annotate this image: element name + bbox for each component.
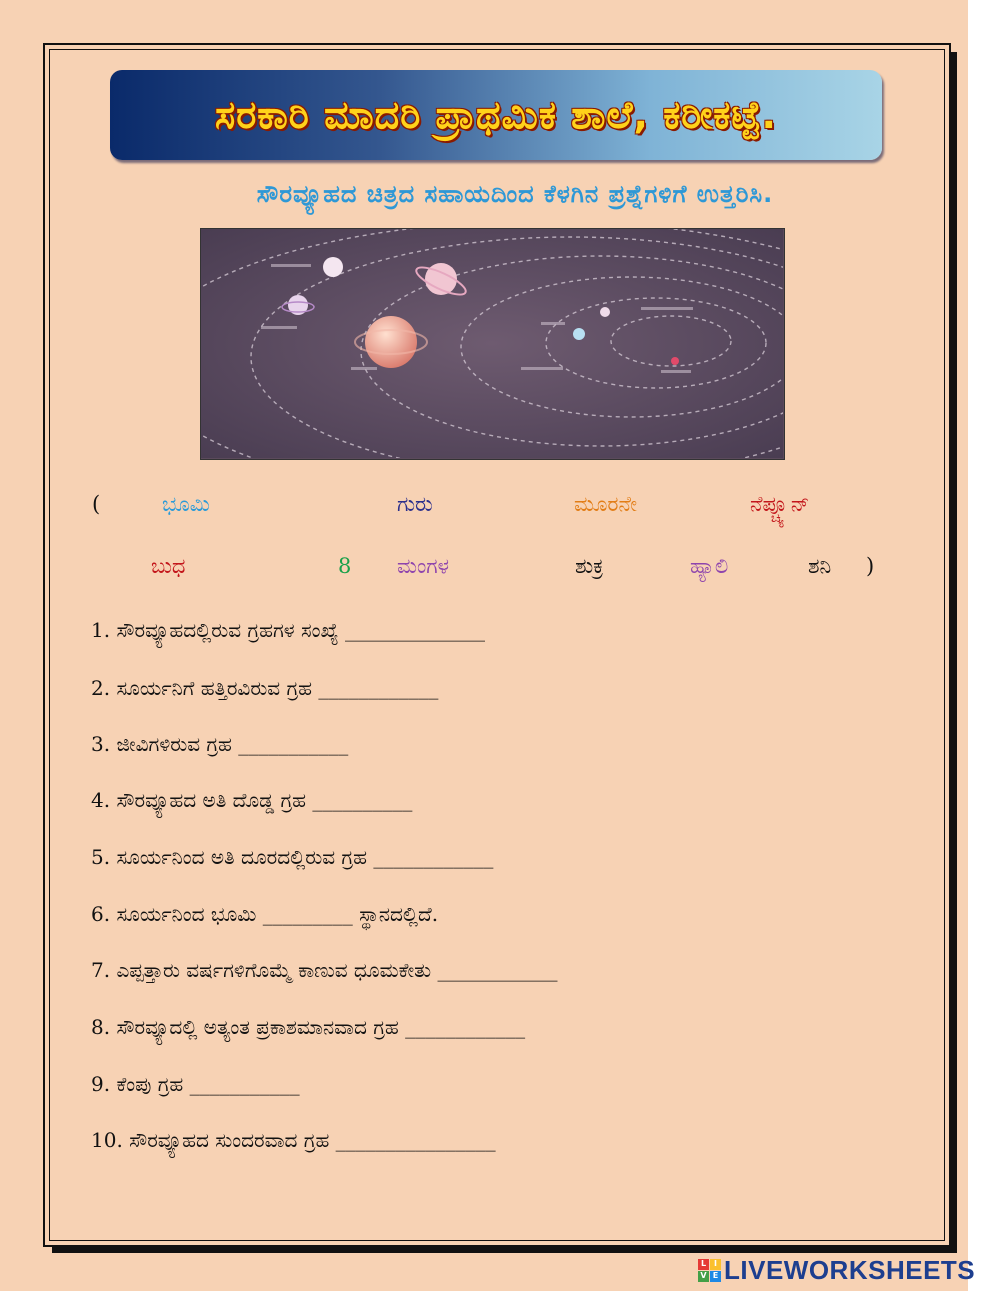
answer-blank[interactable]: ____________ (373, 845, 494, 869)
word-bank-word: ಶನಿ (808, 554, 832, 578)
frame-shadow-bottom (52, 1247, 957, 1253)
question-row (91, 788, 412, 812)
solar-system-illustration (201, 229, 783, 458)
logo-letter: V (698, 1271, 709, 1282)
question-text: 10. ಸೌರವ್ಯೂಹದ ಸುಂದರವಾದ ಗ್ರಹ (91, 1128, 330, 1152)
question-text: 8. ಸೌರವ್ಯೂದಲ್ಲಿ ಅತ್ಯಂತ ಪ್ರಕಾಶಮಾನವಾದ ಗ್ರಹ (91, 1015, 399, 1039)
planet-mars-icon (671, 357, 679, 365)
word-bank-word: ಮಂಗಳ (397, 554, 450, 578)
planet-earth-icon (573, 328, 585, 340)
word-bank-word: ಗುರು (397, 492, 433, 516)
logo-letter: E (710, 1271, 721, 1282)
word-bank-word: 8 (338, 554, 352, 578)
question-row (91, 1072, 300, 1096)
page-right-margin (968, 0, 1000, 1291)
question-row (91, 676, 438, 700)
word-bank-word: ಭೂಮಿ (162, 492, 210, 516)
question-text: 4. ಸೌರವ್ಯೂಹದ ಅತಿ ದೊಡ್ಡ ಗ್ರಹ (91, 788, 307, 812)
logo-icon (698, 1259, 721, 1282)
logo-text: LIVEWORKSHEETS (724, 1254, 976, 1285)
question-text: 3. ಜೀವಿಗಳಿರುವ ಗ್ರಹ (91, 732, 232, 756)
question-text: 1. ಸೌರವ್ಯೂಹದಲ್ಲಿರುವ ಗ್ರಹಗಳ ಸಂಖ್ಯೆ (91, 618, 339, 642)
school-title: ಸರಕಾರಿ ಮಾದರಿ ಪ್ರಾಥಮಿಕ ಶಾಲೆ, ಕರೀಕಟ್ಟೆ. (215, 92, 777, 137)
question-text: 7. ಎಪ್ಪತ್ತಾರು ವರ್ಷಗಳಿಗೊಮ್ಮೆ ಕಾಣುವ ಧೂಮಕೇತು (91, 958, 432, 982)
word-bank-word: ಶುಕ್ರ (575, 554, 604, 578)
word-bank-word: ಬುಧ (151, 554, 186, 578)
instruction-text: ಸೌರವ್ಯೂಹದ ಚಿತ್ರದ ಸಹಾಯದಿಂದ ಕೆಳಗಿನ ಪ್ರಶ್ನೆಗಳಿಗೆ ಉತ್ತರಿಸಿ. (256, 180, 774, 208)
question-row (91, 958, 557, 982)
answer-blank[interactable]: ______________ (344, 618, 485, 642)
frame-shadow-right (951, 52, 957, 1253)
word-bank-close-paren: ) (866, 554, 875, 578)
answer-blank[interactable]: ____________ (318, 676, 439, 700)
word-bank-word: ಮೂರನೇ (574, 492, 638, 516)
planet-jupiter-icon (365, 316, 417, 368)
question-row (91, 618, 485, 642)
solar-system-image (200, 228, 785, 460)
logo-letter: I (710, 1259, 721, 1270)
answer-blank[interactable]: ____________ (405, 1015, 526, 1039)
logo-letter: L (698, 1259, 709, 1270)
question-row (91, 732, 348, 756)
question-text: 9. ಕೆಂಪು ಗ್ರಹ (91, 1072, 184, 1096)
question-row (91, 1015, 525, 1039)
liveworksheets-logo[interactable] (698, 1256, 975, 1284)
question-suffix: ಸ್ಥಾನದಲ್ಲಿದೆ. (359, 902, 439, 926)
answer-blank[interactable]: ___________ (238, 732, 349, 756)
answer-blank[interactable]: ___________ (189, 1072, 300, 1096)
question-row (91, 1128, 496, 1152)
question-row (91, 845, 493, 869)
answer-blank[interactable]: _________ (262, 902, 353, 926)
question-text: 6. ಸೂರ್ಯನಿಂದ ಭೂಮಿ (91, 902, 257, 926)
question-row (91, 902, 438, 926)
planet-uranus-icon (323, 257, 343, 277)
school-title-banner (110, 70, 882, 160)
question-text: 5. ಸೂರ್ಯನಿಂದ ಅತಿ ದೂರದಲ್ಲಿರುವ ಗ್ರಹ (91, 845, 367, 869)
word-bank-word: ಹ್ಯಾಲಿ (690, 554, 729, 578)
question-text: 2. ಸೂರ್ಯನಿಗೆ ಹತ್ತಿರವಿರುವ ಗ್ರಹ (91, 676, 312, 700)
word-bank-word: ನೆಪ್ಚ್ಯೂನ್ (750, 492, 810, 516)
answer-blank[interactable]: __________ (312, 788, 413, 812)
answer-blank[interactable]: ________________ (335, 1128, 496, 1152)
answer-blank[interactable]: ____________ (437, 958, 558, 982)
planet-venus-icon (600, 307, 610, 317)
word-bank-open-paren: ( (92, 492, 101, 516)
